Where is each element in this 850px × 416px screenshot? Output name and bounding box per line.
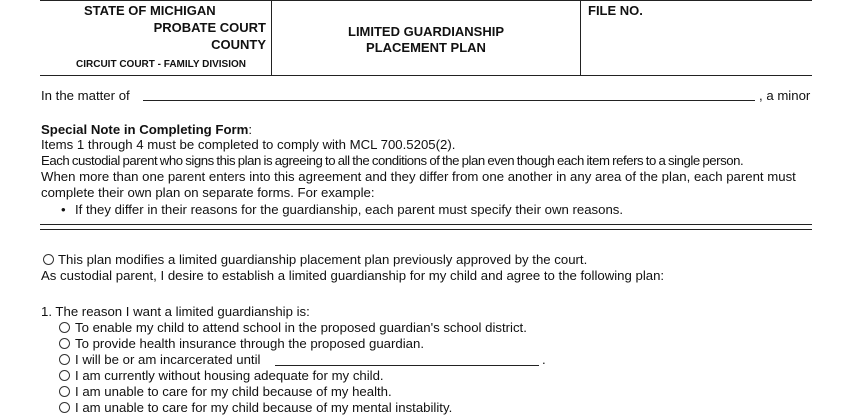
- reason-school-radio[interactable]: [59, 322, 70, 333]
- section-rule-top: [40, 224, 812, 225]
- special-note-line1: Items 1 through 4 must be completed to comply with MCL 700.5205(2).: [41, 137, 456, 152]
- reason-health-radio[interactable]: [59, 386, 70, 397]
- reason-mental-text: I am unable to care for my child because of my mental instability.: [75, 400, 453, 415]
- file-no-label: FILE NO.: [588, 3, 643, 18]
- reason-incarcerated-radio[interactable]: [59, 354, 70, 365]
- form-title-line2: PLACEMENT PLAN: [366, 40, 486, 55]
- reasons-title: 1. The reason I want a limited guardianship is:: [41, 304, 310, 319]
- special-note-colon: :: [248, 122, 253, 137]
- reason-mental-radio[interactable]: [59, 402, 70, 413]
- county-label: COUNTY: [211, 37, 266, 52]
- reason-housing-text: I am currently without housing adequate for my child.: [75, 368, 384, 383]
- modifies-plan-text: This plan modifies a limited guardianship placement plan previously approved by the court.: [58, 252, 588, 267]
- minor-name-field[interactable]: [143, 100, 755, 101]
- court-label: PROBATE COURT: [153, 20, 266, 35]
- plan-intro-text: As custodial parent, I desire to establish a limited guardianship for my child and agree to the following plan:: [41, 268, 665, 283]
- section-rule-bottom: [40, 229, 812, 230]
- form-title-line1: LIMITED GUARDIANSHIP: [348, 24, 504, 39]
- incarcerated-suffix: .: [542, 352, 546, 367]
- modifies-plan-radio[interactable]: [43, 254, 54, 265]
- special-note-heading-text: Special Note in Completing Form: [41, 122, 249, 137]
- special-note-bullet1: If they differ in their reasons for the guardianship, each parent must specify their own reasons.: [75, 202, 624, 217]
- special-note-line4: complete their own plan on separate forms. For example:: [41, 185, 375, 200]
- file-no-field[interactable]: [581, 20, 811, 74]
- header-top-border: [40, 0, 812, 1]
- special-note-bullet-char: •: [61, 202, 66, 217]
- reason-school-text: To enable my child to attend school in the proposed guardian's school district.: [75, 320, 527, 335]
- reason-insurance-text: To provide health insurance through the proposed guardian.: [75, 336, 424, 351]
- special-note-line2: Each custodial parent who signs this plan is agreeing to all the conditions of the plan even though each item refers to a single person.: [41, 153, 744, 168]
- matter-prefix: In the matter of: [41, 88, 130, 103]
- incarcerated-until-field[interactable]: [275, 365, 539, 366]
- matter-suffix: , a minor: [759, 88, 811, 103]
- header-bottom-border: [40, 75, 812, 76]
- reason-health-text: I am unable to care for my child because of my health.: [75, 384, 392, 399]
- state-label: STATE OF MICHIGAN: [84, 3, 216, 18]
- reason-incarcerated-text: I will be or am incarcerated until: [75, 352, 261, 367]
- special-note-heading: [41, 122, 252, 138]
- division-label: CIRCUIT COURT - FAMILY DIVISION: [76, 59, 247, 70]
- special-note-line3: When more than one parent enters into this agreement and they differ from one another in any area of the plan, each parent must: [41, 169, 796, 184]
- reason-insurance-radio[interactable]: [59, 338, 70, 349]
- reason-housing-radio[interactable]: [59, 370, 70, 381]
